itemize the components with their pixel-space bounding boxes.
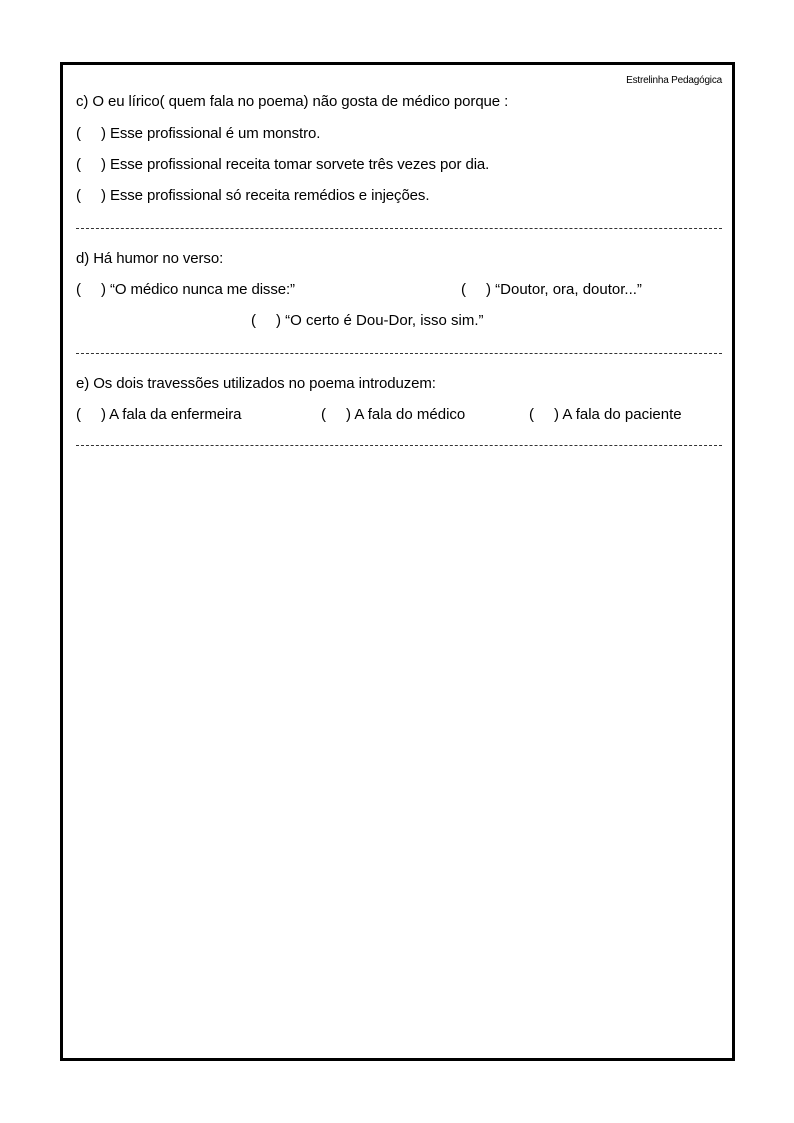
question-d-option-3[interactable]: ( ) “O certo é Dou-Dor, isso sim.” <box>251 312 484 329</box>
dashed-separator <box>76 353 722 354</box>
answer-checkbox[interactable]: ( <box>461 281 479 298</box>
question-d-option-2[interactable]: ( ) “Doutor, ora, doutor...” <box>461 281 642 298</box>
answer-checkbox[interactable]: ( <box>76 281 94 298</box>
worksheet-frame <box>60 62 735 1061</box>
answer-checkbox[interactable]: ( <box>321 406 339 423</box>
dashed-separator <box>76 228 722 229</box>
answer-checkbox[interactable]: ( <box>251 312 269 329</box>
question-e-option-1[interactable]: ( ) A fala da enfermeira <box>76 406 242 423</box>
question-c-option-2[interactable]: ( ) Esse profissional receita tomar sorvete três vezes por dia. <box>76 156 490 173</box>
question-d-prompt: d) Há humor no verso: <box>76 250 224 267</box>
answer-checkbox[interactable]: ( <box>76 406 94 423</box>
question-e-option-3[interactable]: ( ) A fala do paciente <box>529 406 682 423</box>
answer-checkbox[interactable]: ( <box>529 406 547 423</box>
dashed-separator <box>76 445 722 446</box>
brand-label: Estrelinha Pedagógica <box>626 75 722 86</box>
question-c-prompt: c) O eu lírico( quem fala no poema) não gosta de médico porque : <box>76 93 509 110</box>
question-c-option-1[interactable]: ( ) Esse profissional é um monstro. <box>76 125 321 142</box>
question-e-prompt: e) Os dois travessões utilizados no poema introduzem: <box>76 375 436 392</box>
answer-checkbox[interactable]: ( <box>76 125 94 142</box>
answer-checkbox[interactable]: ( <box>76 187 94 204</box>
question-e-option-2[interactable]: ( ) A fala do médico <box>321 406 466 423</box>
answer-checkbox[interactable]: ( <box>76 156 94 173</box>
question-d-option-1[interactable]: ( ) “O médico nunca me disse:” <box>76 281 295 298</box>
question-c-option-3[interactable]: ( ) Esse profissional só receita remédios e injeções. <box>76 187 430 204</box>
